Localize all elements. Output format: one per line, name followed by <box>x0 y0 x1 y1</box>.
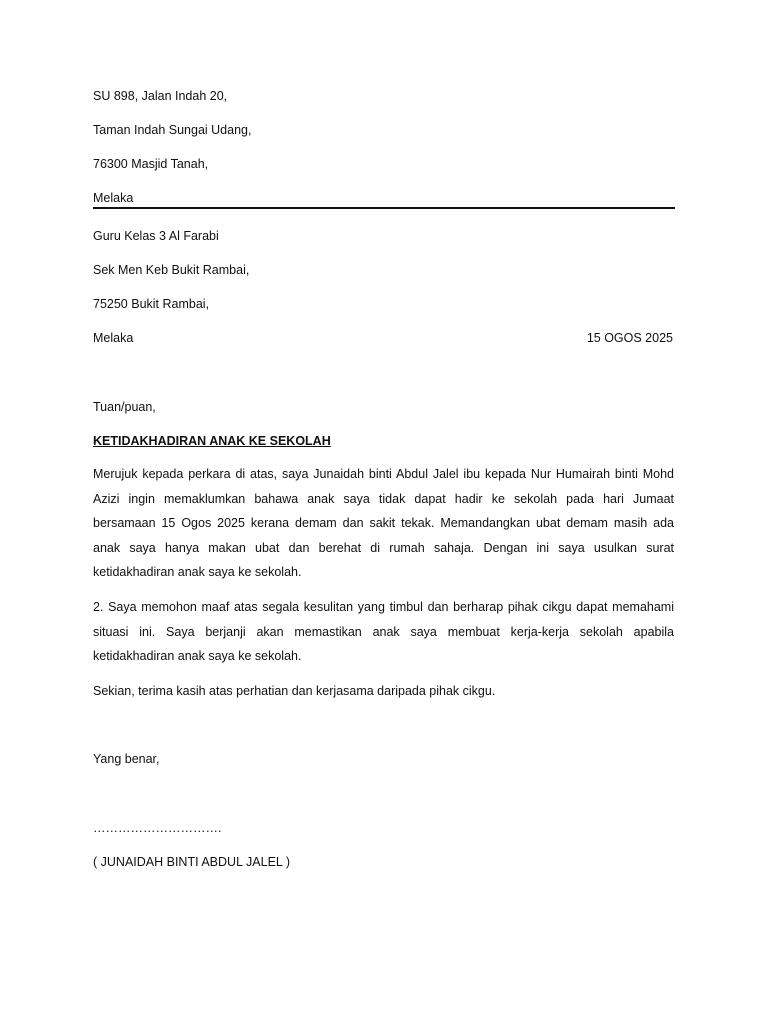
paragraph-2 <box>93 595 674 669</box>
recipient-address-line-3: 75250 Bukit Rambai, <box>93 297 210 311</box>
paragraph-1-row-1: Merujuk kepada perkara di atas, saya Junaidah binti Abdul Jalel ibu kepada Nur Humairah binti Mohd <box>93 467 674 481</box>
closing-line: Sekian, terima kasih atas perhatian dan kerjasama daripada pihak cikgu. <box>93 684 496 698</box>
recipient-address-line-4: Melaka <box>93 331 134 345</box>
paragraph-2-row-2: situasi ini. Saya berjanji akan memastikan anak saya membuat kerja-kerja sekolah apabila <box>93 624 674 639</box>
sign-off: Yang benar, <box>93 752 160 766</box>
letter-date: 15 OGOS 2025 <box>586 331 673 345</box>
sender-address-line-2: Taman Indah Sungai Udang, <box>93 123 252 137</box>
recipient-address-line-2: Sek Men Keb Bukit Rambai, <box>93 263 250 277</box>
header-divider <box>93 207 675 209</box>
paragraph-2-row-1: 2. Saya memohon maaf atas segala kesulitan yang timbul dan berharap pihak cikgu dapat memahami <box>93 600 674 614</box>
paragraph-1 <box>93 462 674 585</box>
signature-line: …………………………. <box>93 821 222 835</box>
letter-subject: KETIDAKHADIRAN ANAK KE SEKOLAH <box>93 434 331 448</box>
salutation: Tuan/puan, <box>93 400 156 414</box>
recipient-address-line-1: Guru Kelas 3 Al Farabi <box>93 229 219 243</box>
paragraph-2-row-3: ketidakhadiran anak saya ke sekolah. <box>93 649 302 663</box>
paragraph-1-row-3: bersamaan 15 Ogos 2025 kerana demam dan sakit tekak. Memandangkan ubat demam masih ada <box>93 516 674 530</box>
sender-address-line-4: Melaka <box>93 191 134 205</box>
paragraph-1-row-4: anak saya hanya makan ubat dan berehat di rumah sahaja. Dengan ini saya usulkan surat <box>93 540 674 555</box>
paragraph-1-row-5: ketidakhadiran anak saya ke sekolah. <box>93 565 302 579</box>
signatory-name: ( JUNAIDAH BINTI ABDUL JALEL ) <box>93 855 291 869</box>
sender-address-line-3: 76300 Masjid Tanah, <box>93 157 209 171</box>
sender-address-line-1: SU 898, Jalan Indah 20, <box>93 89 228 103</box>
paragraph-1-row-2: Azizi ingin memaklumkan bahawa anak saya tidak dapat hadir ke sekolah pada hari Jumaat <box>93 491 674 506</box>
